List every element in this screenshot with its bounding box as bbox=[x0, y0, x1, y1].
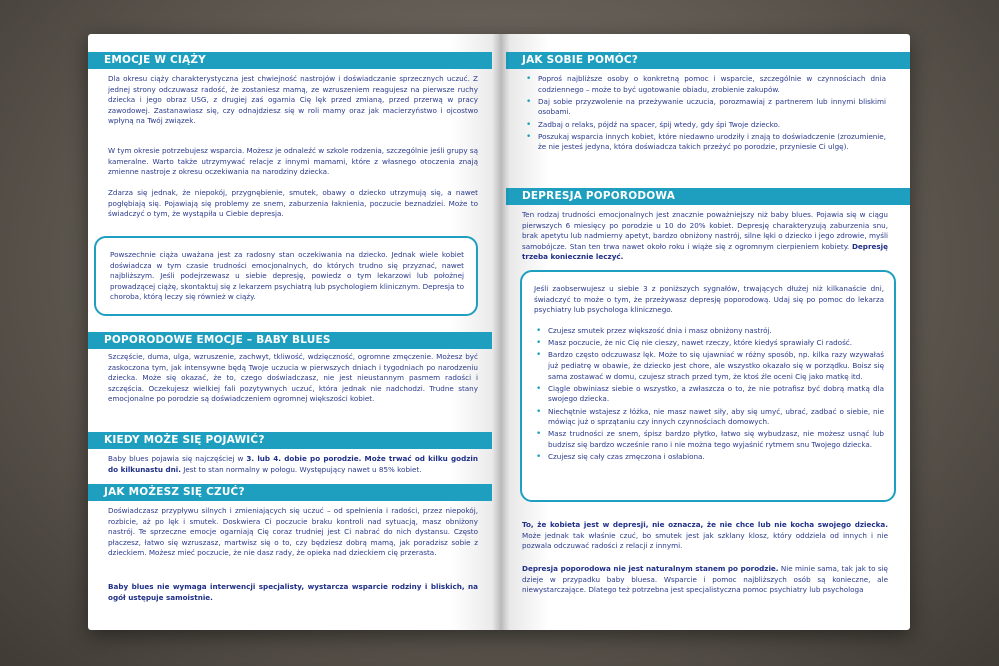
paragraph-depresja bbox=[522, 210, 888, 263]
signal-item: • Bardzo często odczuwasz lęk. Może to się ujawniać w różny sposób, np. kilka razy wzywałaś już pediatrę w obawie, że dziecko jest chore, ale wszystko okazało się w porządku. Boisz się sama zostawać w domu, czujesz strach przed tym, że ktoś źle oceni Cię jako matkę itd. bbox=[534, 350, 884, 382]
header-jak-sobie-pomoc: JAK SOBIE POMÓC? bbox=[506, 52, 910, 69]
paragraph-emocje-2: W tym okresie potrzebujesz wsparcia. Możesz je odnaleźć w szkole rodzenia, szczególnie jeśli grupy są kameralne. Warto także utrzymywać relacje z innymi mamami, które z własnego otoczenia znają zmienne nastroje z okresu oczekiwania na narodziny dziecka. bbox=[108, 146, 479, 177]
info-box-sygnaly bbox=[520, 270, 896, 502]
info-box-sygnaly-intro: Jeśli zaobserwujesz u siebie 3 z poniższych sygnałów, trwających dłużej niż kilkanaście dni, świadczyć to może o tym, że przeżywasz depresję poporodową. Udaj się po pomoc do lekarza psychiatry lub psychologa klinicznego. bbox=[534, 284, 884, 315]
signal-item: • Czujesz smutek przez większość dnia i masz obniżony nastrój. bbox=[534, 326, 884, 337]
paragraph-jak-sie-czuc: Doświadczasz przypływu silnych i zmieniających się uczuć – od spełnienia i radości, przez niepokój, rozbicie, aż po lęk i smutek. Doskwiera Ci poczucie braku kontroli nad sytuacją, masz obniżony nastrój. Te sprzeczne emocje ogarniają Cię coraz trudniej jest Ci nabrać do nich dystansu. Często płaczesz, łatwo się wzruszasz, martwisz się o to, czy będziesz dobrą mamą, jak poradzisz sobie z dzieckiem. Możesz mieć poczucie, że nie dasz rady, że opieka nad dzieckiem cię przerasta. bbox=[108, 506, 478, 558]
header-baby-blues: POPORODOWE EMOCJE – BABY BLUES bbox=[88, 332, 492, 349]
naturalna-text-a: Depresja poporodowa nie jest naturalnym stanem po porodzie. bbox=[522, 564, 779, 573]
help-item: • Poproś najbliższe osoby o konkretną pomoc i wsparcie, szczególnie w czynnościach dnia codziennego – może to być ugotowanie obiadu, zrobienie zakupów. bbox=[526, 74, 886, 95]
kobieta-text-a: To, że kobieta jest w depresji, nie oznacza, że nie chce lub nie kocha swojego dziecka. bbox=[522, 520, 888, 529]
kobieta-text-b: Może jednak tak właśnie czuć, bo smutek jest jak szklany klosz, który oddziela od innych i nie pozwala odczuwać radości z relacji z innymi. bbox=[522, 530, 888, 551]
signal-item: • Masz poczucie, że nic Cię nie cieszy, nawet rzeczy, które kiedyś sprawiały Ci radość. bbox=[534, 338, 884, 349]
depresja-text-b: Depresję trzeba koniecznie leczyć. bbox=[522, 241, 888, 262]
signals-list bbox=[534, 326, 884, 464]
signal-item: • Niechętnie wstajesz z łóżka, nie masz nawet siły, aby się umyć, ubrać, zadbać o siebie, nie mówiąc już o sprzątaniu czy innych czynnościach domowych. bbox=[534, 407, 884, 428]
left-page bbox=[88, 34, 500, 630]
help-item: • Daj sobie przyzwolenie na przeżywanie uczucia, porozmawiaj z partnerem lub innymi bliskimi osobami. bbox=[526, 97, 886, 118]
info-box-ciaza bbox=[94, 236, 478, 316]
help-list bbox=[526, 74, 886, 155]
header-kiedy-moze-sie-pojawic: KIEDY MOŻE SIĘ POJAWIĆ? bbox=[88, 432, 492, 449]
booklet-spine bbox=[492, 34, 510, 630]
paragraph-emocje-1: Dla okresu ciąży charakterystyczna jest chwiejność nastrojów i doświadczanie sprzecznych uczuć. Z jednej strony odczuwasz radość, że zostaniesz mamą, ze wzruszeniem reagujesz na pierwsze ruchy dziecka i jego obraz USG, z drugiej zaś ogarnia Cię lęk przed zmianą, przed przerwą w pracy zawodowej. Zastanawiasz się, czy odnajdziesz się w roli mamy oraz jak macierzyństwo i ojcostwo wpłyną na Twój związek. bbox=[108, 74, 478, 126]
help-item: • Poszukaj wsparcia innych kobiet, które niedawno urodziły i znają to doświadczenie (zrozumienie, że nie jesteś jedyna, która doświadcza takich przeżyć po porodzie, przyniesie Ci ulgę). bbox=[526, 132, 886, 153]
signal-item: • Ciągle obwiniasz siebie o wszystko, a zwłaszcza o to, że nie potrafisz być dobrą matką dla swojego dziecka. bbox=[534, 384, 884, 405]
kiedy-text-a: Baby blues pojawia się najczęściej w bbox=[108, 454, 247, 463]
paragraph-to-ze-kobieta bbox=[522, 520, 888, 552]
kiedy-text-c: Jest to stan normalny w połogu. Występujący nawet u 85% kobiet. bbox=[180, 464, 422, 474]
paragraph-baby-blues: Szczęście, duma, ulga, wzruszenie, zachwyt, tkliwość, wdzięczność, ogromne zmęczenie. Możesz być zaskoczona tym, jak intensywne będą Twoje uczucia w pierwszych dniach i tygodniach po narodzeniu dziecka. Może się okazać, że to, czego doświadczasz, nie jest nieustannym pasmem radości i szczęścia. Oczekujesz wielkiej fali pozytywnych uczuć, która jednak nie nadchodzi. Trudne stany emocjonalne po porodzie są doświadczeniem ogromnej większości kobiet. bbox=[108, 352, 478, 404]
paragraph-baby-blues-summary: Baby blues nie wymaga interwencji specjalisty, wystarcza wsparcie rodziny i bliskich, na ogół ustępuje samoistnie. bbox=[108, 582, 478, 602]
header-emocje-w-ciazy: EMOCJE W CIĄŻY bbox=[88, 52, 492, 69]
paragraph-depresja-nie-naturalna bbox=[522, 564, 888, 596]
right-page bbox=[500, 34, 910, 630]
signal-item: • Masz trudności ze snem, śpisz bardzo płytko, łatwo się wybudzasz, nie możesz usnąć lub budzisz się bardzo wcześnie rano i nie można tego wyjaśnić rytmem snu Twojego dziecka. bbox=[534, 429, 884, 450]
paragraph-emocje-3: Zdarza się jednak, że niepokój, przygnębienie, smutek, obawy o dziecko utrzymują się, a nawet pogłębiają się. Pojawiają się problemy ze snem, zaburzenia łaknienia, poczucie beznadziei. Może to świadczyć o tym, że wystąpiła u Ciebie depresja. bbox=[108, 188, 478, 219]
naturalna-text-b: Nie minie sama, tak jak to się dzieje w przypadku baby bluesa. Wsparcie i pomoc najbliższych osób są konieczne, ale niewystarczające. Dlatego też potrzebna jest specjalistyczna pomoc psychiatry lub psychologa bbox=[522, 564, 888, 595]
header-depresja-poporodowa: DEPRESJA POPORODOWA bbox=[506, 188, 910, 205]
booklet bbox=[88, 34, 910, 630]
kiedy-text-b: 3. lub 4. dobie po porodzie. Może trwać od kilku godzin do kilkunastu dni. bbox=[108, 454, 478, 474]
header-jak-mozesz-sie-czuc: JAK MOŻESZ SIĘ CZUĆ? bbox=[88, 484, 492, 501]
paragraph-kiedy bbox=[108, 454, 478, 475]
info-box-ciaza-text: Powszechnie ciąża uważana jest za radosny stan oczekiwania na dziecko. Jednak wiele kobiet doświadcza w tym czasie trudności emocjonalnych, do których trudno się przyznać, nawet najbliższym. Jeśli podejrzewasz u siebie depresję, powiedz o tym lekarzowi lub położnej prowadzącej ciążę, skontaktuj się z lekarzem psychiatrą lub psychologiem klinicznym. Depresja to choroba, którą leczy się również w ciąży. bbox=[110, 250, 464, 302]
depresja-text-a: Ten rodzaj trudności emocjonalnych jest znacznie poważniejszy niż baby blues. Pojawia się w ciągu pierwszych 6 miesięcy po porodzie u 10 do 20% kobiet. Depresję charakteryzują zaburzenia snu, brak apetytu lub nadmierny apetyt, bardzo obniżony nastrój, silne lęki o dziecko i jego zdrowie, myśli samobójcze. Stan ten trwa nawet około roku i wiąże się z ogromnym cierpieniem kobiety. bbox=[522, 210, 888, 251]
help-item: • Zadbaj o relaks, pójdź na spacer, śpij wtedy, gdy śpi Twoje dziecko. bbox=[526, 120, 886, 131]
signal-item: • Czujesz się cały czas zmęczona i osłabiona. bbox=[534, 452, 884, 463]
